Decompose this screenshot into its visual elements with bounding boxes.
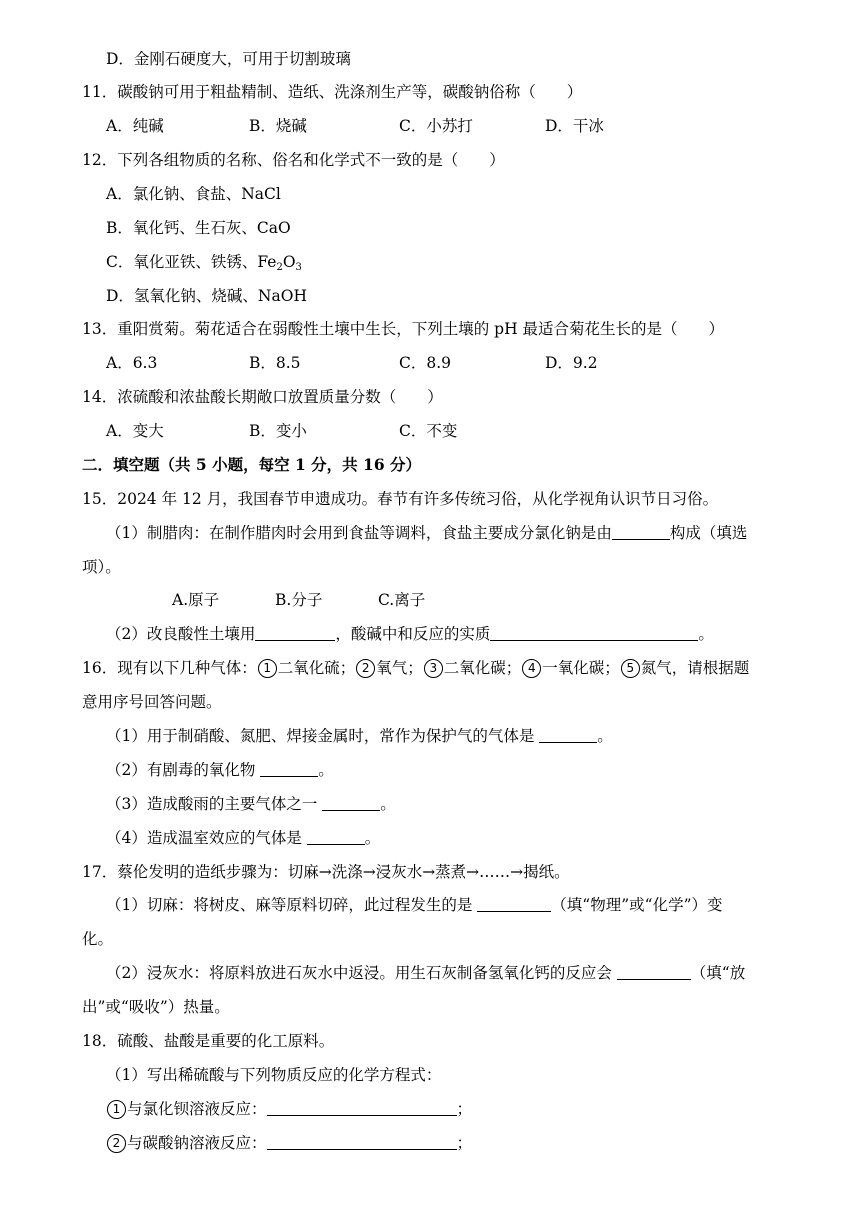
q11-option-c: C．小苏打 xyxy=(399,117,473,135)
q16-sub3: （3）造成酸雨的主要气体之一 。 xyxy=(106,795,396,813)
q17-sub2: （2）浸灰水：将原料放进石灰水中返浸。用生石灰制备氢氧化钙的反应会 （填“放 xyxy=(106,964,746,982)
q13-option-d: D．9.2 xyxy=(545,354,598,372)
answer-blank[interactable] xyxy=(322,794,380,811)
answer-blank[interactable] xyxy=(260,760,318,777)
q14-stem: 14．浓硫酸和浓盐酸长期敞口放置质量分数（ ） xyxy=(82,388,443,406)
q17-stem: 17．蔡伦发明的造纸步骤为：切麻→洗涤→浸灰水→蒸煮→……→揭纸。 xyxy=(82,863,570,881)
section-title: 二．填空题（共 5 小题，每空 1 分，共 16 分） xyxy=(82,455,422,474)
q14-option-b: B．变小 xyxy=(249,422,307,440)
circled-4: 4 xyxy=(522,659,541,678)
q11-option-a: A．纯碱 xyxy=(106,117,164,135)
answer-blank[interactable] xyxy=(255,624,335,641)
answer-blank[interactable] xyxy=(612,523,670,540)
q18-reaction-1: 1 与氯化钡溶液反应： ； xyxy=(106,1098,472,1120)
answer-blank[interactable] xyxy=(267,1099,457,1116)
q13-stem: 13．重阳赏菊。菊花适合在弱酸性土壤中生长，下列土壤的 pH 最适合菊花生长的是（ ） xyxy=(82,320,725,338)
q15-part1: （1）制腊肉：在制作腊肉时会用到食盐等调料，食盐主要成分氯化钠是由 构成（填选 xyxy=(106,524,748,542)
q16-sub2: （2）有剧毒的氧化物 。 xyxy=(106,761,334,779)
q15-choice-c: C.离子 xyxy=(378,591,426,609)
q16-stem: 16．现有以下几种气体： 1 二氧化硫； 2 氧气； 3 二氧化碳； 4 一氧化碳； 5 氮气，请根据题 xyxy=(82,659,750,677)
q14-option-a: A．变大 xyxy=(106,422,164,440)
q13-option-c: C．8.9 xyxy=(399,354,452,372)
q12-option-d: D．氢氧化钠、烧碱、NaOH xyxy=(106,287,307,305)
answer-blank[interactable] xyxy=(477,895,551,912)
q11-option-b: B．烧碱 xyxy=(249,117,307,135)
q10-option-d: D．金刚石硬度大，可用于切割玻璃 xyxy=(106,50,351,68)
answer-blank[interactable] xyxy=(307,828,365,845)
circled-1: 1 xyxy=(107,1100,126,1119)
circled-2: 2 xyxy=(356,659,375,678)
q12-option-b: B．氧化钙、生石灰、CaO xyxy=(106,219,291,237)
q15-stem: 15．2024 年 12 月，我国春节申遗成功。春节有许多传统习俗，从化学视角认识节日习俗。 xyxy=(82,490,719,508)
q12-option-a: A．氯化钠、食盐、NaCl xyxy=(106,185,281,203)
answer-blank[interactable] xyxy=(490,624,698,641)
q15-part1-cont: 项）。 xyxy=(82,558,121,576)
q12-stem: 12．下列各组物质的名称、俗名和化学式不一致的是（ ） xyxy=(82,151,505,169)
q17-sub2-cont: 出”或“吸收”）热量。 xyxy=(82,998,230,1016)
q16-sub1: （1）用于制硝酸、氮肥、焊接金属时，常作为保护气的气体是 。 xyxy=(106,727,613,745)
q13-option-a: A．6.3 xyxy=(106,354,158,372)
answer-blank[interactable] xyxy=(267,1133,457,1150)
q15-choice-b: B.分子 xyxy=(275,591,323,609)
q15-choice-a: A.原子 xyxy=(172,591,220,609)
circled-5: 5 xyxy=(621,659,640,678)
circled-2: 2 xyxy=(107,1134,126,1153)
q18-sub1: （1）写出稀硫酸与下列物质反应的化学方程式： xyxy=(106,1066,442,1084)
q11-option-d: D．干冰 xyxy=(545,117,604,135)
answer-blank[interactable] xyxy=(539,726,597,743)
q14-option-c: C．不变 xyxy=(399,422,458,440)
q17-sub1-cont: 化。 xyxy=(82,930,114,948)
q18-reaction-2: 2 与碳酸钠溶液反应： ； xyxy=(106,1132,472,1154)
q13-option-b: B．8.5 xyxy=(249,354,301,372)
q12-option-c: C．氧化亚铁、铁锈、$Fe_2O_3$ xyxy=(106,253,302,273)
q11-stem: 11．碳酸钠可用于粗盐精制、造纸、洗涤剂生产等，碳酸钠俗称（ ） xyxy=(82,83,583,101)
answer-blank[interactable] xyxy=(617,963,691,980)
q17-sub1: （1）切麻：将树皮、麻等原料切碎，此过程发生的是 （填“物理”或“化学”）变 xyxy=(106,896,723,914)
circled-3: 3 xyxy=(424,659,443,678)
q15-part2: （2）改良酸性土壤用 ，酸碱中和反应的实质 。 xyxy=(106,625,714,643)
q16-sub4: （4）造成温室效应的气体是 。 xyxy=(106,829,381,847)
q18-stem: 18．硫酸、盐酸是重要的化工原料。 xyxy=(82,1032,335,1050)
q16-stem-cont: 意用序号回答问题。 xyxy=(82,693,222,711)
circled-1: 1 xyxy=(258,659,277,678)
